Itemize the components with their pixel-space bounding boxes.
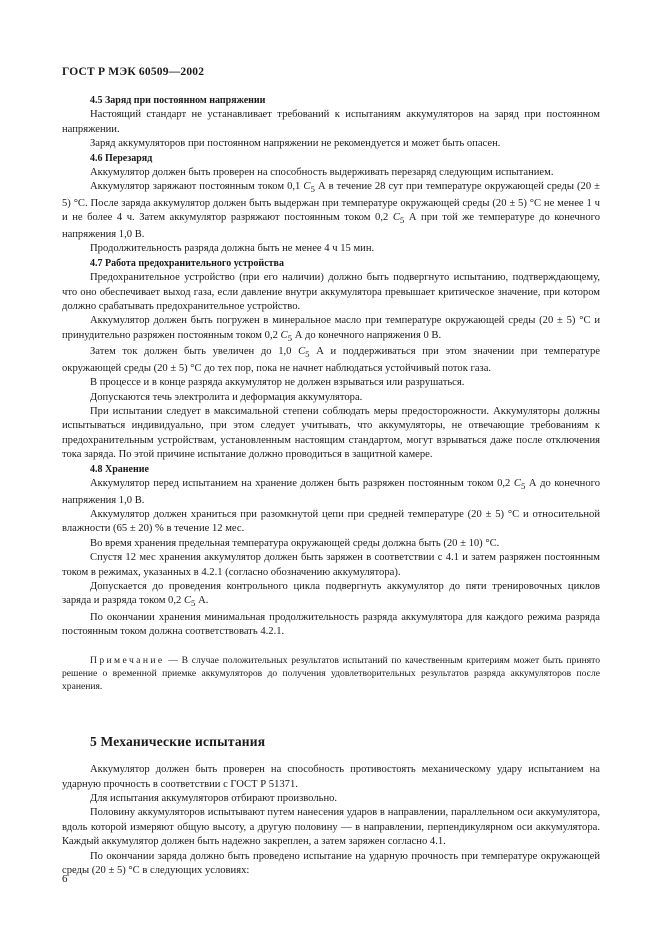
paragraph: Допускается до проведения контрольного цикла подвергнуть аккумулятор до пяти тренировочных циклов заряда и разряда током 0,2 $C_5$ А. bbox=[62, 580, 600, 609]
page-content bbox=[62, 94, 600, 878]
paragraph: Предохранительное устройство (при его наличии) должно быть подвергнуто испытанию, подтверждающему, что оно обеспечивает выход газа, если давление внутри аккумулятора превышает критическое значение, при котором должно срабатывать предохранительное устройство. bbox=[62, 272, 600, 312]
paragraph: Затем ток должен быть увеличен до 1,0 $C_5$ А и поддерживаться при этом значении при температуре окружающей среды (20 ± 5) °С до тех пор, пока не начнет наблюдаться устойчивый поток газа. bbox=[62, 346, 600, 374]
paragraph: Заряд аккумуляторов при постоянном напряжении не рекомендуется и может быть опасен. bbox=[90, 138, 501, 150]
section-4-6-title: 4.6 Перезаряд bbox=[90, 152, 153, 164]
paragraph: Аккумулятор должен быть проверен на способность выдерживать перезаряд следующим испытанием. bbox=[90, 167, 554, 179]
note-label: Примечание bbox=[90, 654, 165, 666]
paragraph: Аккумулятор должен быть проверен на способность противостоять механическому удару испытанием на ударную прочность в соответствии с ГОСТ Р 51371. bbox=[62, 764, 600, 790]
paragraph: Аккумулятор заряжают постоянным током 0,1 $C_5$ А в течение 28 сут при температуре окружающей среды (20 ± 5) °С. После заряда аккумулятор должен быть выдержан при температуре окружающей среды (20 ± 5) °С не менее 1 ч и не более 4 ч. Затем аккумулятор разряжают постоянным током 0,2 $C_5$ А при той же температуре до конечного напряжения 1,0 В. bbox=[62, 181, 600, 240]
section-5-title: 5 Механические испытания bbox=[90, 733, 266, 749]
paragraph: Допускаются течь электролита и деформация аккумулятора. bbox=[90, 391, 363, 403]
paragraph: Аккумулятор должен храниться при разомкнутой цепи при средней температуре (20 ± 5) °С и относительной влажности (65 ± 20) % в течение 12 мес. bbox=[62, 508, 600, 535]
paragraph: Продолжительность разряда должна быть не менее 4 ч 15 мин. bbox=[90, 243, 375, 255]
paragraph: По окончании заряда должно быть проведено испытание на ударную прочность при температуре окружающей среды (20 ± 5) °С в следующих условиях: bbox=[62, 850, 600, 876]
capacity-symbol: C bbox=[298, 346, 306, 358]
capacity-symbol: C bbox=[392, 212, 400, 224]
paragraph: По окончании хранения минимальная продолжительность разряда аккумулятора для каждого режима разряда постоянным током должна соответствовать 4.2.1. bbox=[62, 611, 600, 638]
paragraph: Во время хранения предельная температура окружающей среды должна быть (20 ± 10) °С. bbox=[90, 537, 500, 549]
note-text: — В случае положительных результатов испытаний по качественным критериям может быть принято решение о временной приемке аккумуляторов до получения удовлетворительных результатов разряда аккумуляторов после хранения. bbox=[62, 654, 600, 692]
section-4-8-title: 4.8 Хранение bbox=[90, 463, 149, 475]
paragraph: В процессе и в конце разряда аккумулятор не должен взрываться или разрушаться. bbox=[90, 377, 465, 389]
capacity-symbol: C bbox=[183, 595, 192, 607]
note bbox=[62, 654, 600, 693]
document-header: ГОСТ Р МЭК 60509—2002 bbox=[62, 66, 205, 78]
paragraph: Аккумулятор должен быть погружен в минеральное масло при температуре окружающей среды (20 ± 5) °С и принудительно разряжен постоянным током 0,2 $C_5$ А до конечного напряжения 0 В. bbox=[62, 315, 600, 343]
paragraph: Половину аккумуляторов испытывают путем нанесения ударов в направлении, параллельном оси аккумулятора, вдоль которой измеряют общую высоту, а другую половину — в направлении, перпендикулярном оси аккумулятора. Каждый аккумулятор должен быть надежно закреплен, а затем заряжен согласно 4.1. bbox=[62, 807, 600, 848]
paragraph: Аккумулятор перед испытанием на хранение должен быть разряжен постоянным током 0,2 $C_5$ А до конечного напряжения 1,0 В. bbox=[62, 478, 601, 506]
capacity-symbol: C bbox=[513, 478, 521, 489]
paragraph: При испытании следует в максимальной степени соблюдать меры предосторожности. Аккумуляторы должны испытываться индивидуально, при этом следует учитывать, что аккумуляторы, не отвечающие требованиям к предохранительным устройствам, установленным настоящим стандартом, могут взрываться даже после отключения тока заряда. По этой причине испытание должно проводиться в защитной камере. bbox=[62, 405, 600, 461]
capacity-symbol: C bbox=[303, 181, 311, 193]
paragraph: Для испытания аккумуляторов отбирают произвольно. bbox=[90, 792, 338, 804]
paragraph: Спустя 12 мес хранения аккумулятор должен быть заряжен в соответствии с 4.1 и затем разряжен постоянным током в режимах, указанных в 4.2.1 (согласно обозначению аккумулятора). bbox=[62, 552, 600, 578]
section-4-7-title: 4.7 Работа предохранительного устройства bbox=[90, 257, 284, 269]
section-4-5-title: 4.5 Заряд при постоянном напряжении bbox=[90, 95, 266, 106]
paragraph: Настоящий стандарт не устанавливает требований к испытаниям аккумуляторов на заряд при постоянном напряжении. bbox=[62, 109, 600, 135]
capacity-symbol: C bbox=[280, 329, 288, 341]
page-number: 6 bbox=[62, 873, 68, 885]
